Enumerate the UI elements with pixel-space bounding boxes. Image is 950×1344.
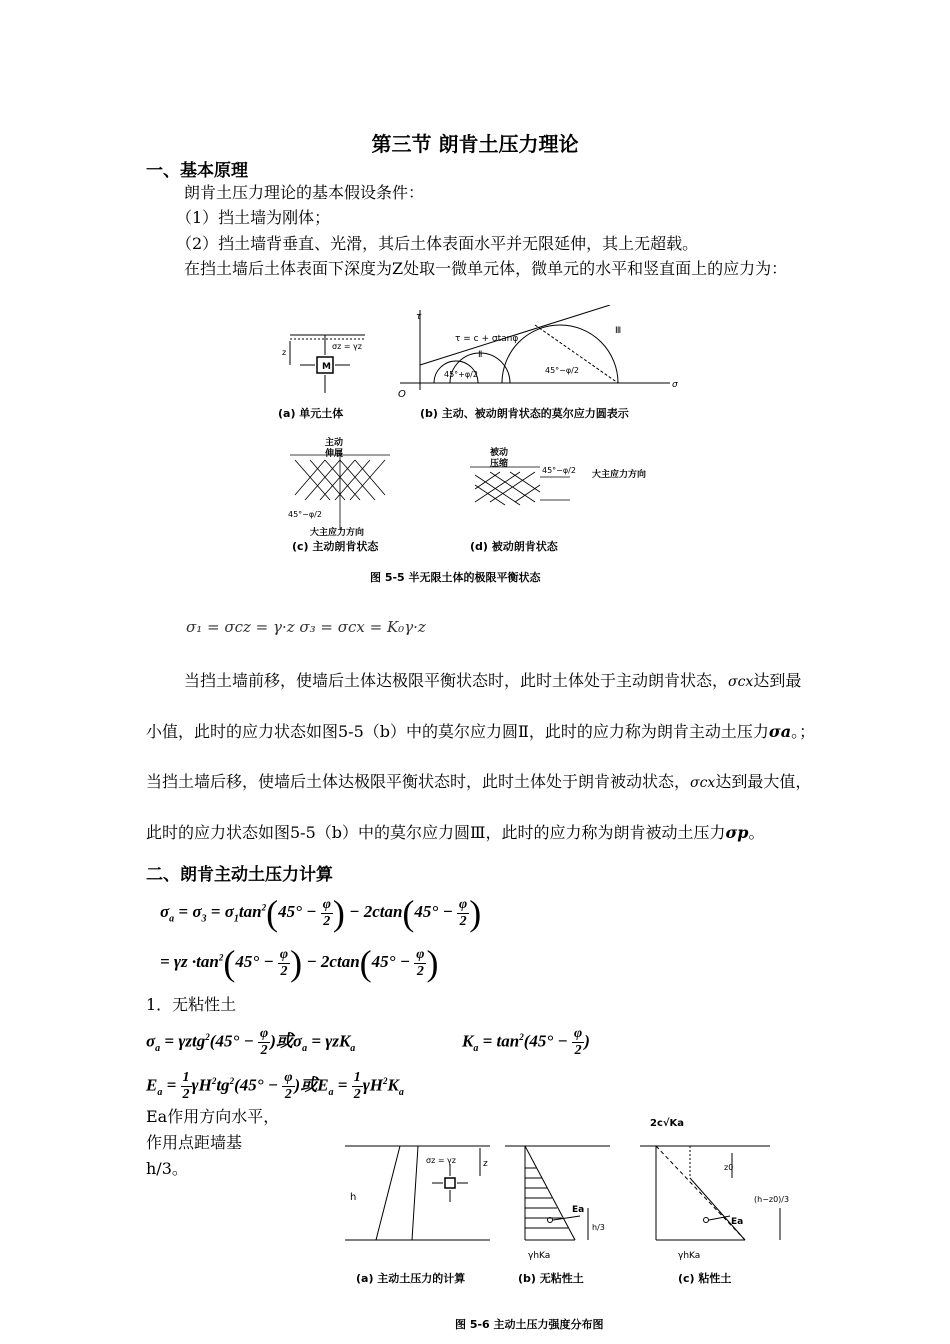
fig56c-base: γhKa	[678, 1251, 701, 1261]
para2-a: 当挡土墙前移，使墙后土体达极限平衡状态时，此时土体处于主动朗肯状态，	[184, 671, 729, 690]
fig55a-sz: σz = γz	[332, 342, 362, 351]
rankine-para	[146, 656, 816, 858]
fig56a-wall	[345, 1146, 490, 1240]
fig55c-extend-label: 伸展	[325, 449, 344, 459]
fig56-cap-c: (c) 粘性土	[678, 1272, 732, 1285]
fig55-cap-b: (b) 主动、被动朗肯状态的莫尔应力圆表示	[420, 407, 629, 420]
stress-formula: σ₁ = σcz = γ·z σ₃ = σcx = K₀γ·z	[186, 618, 426, 636]
para2-d: 达到最大值，此时的应力状态如图5-5（b）中的莫尔应力圆Ⅲ，此时的应力称为朗肯被动土压力	[146, 772, 812, 842]
fig55b-envelope: τ = c + σtanφ	[455, 334, 519, 344]
formula-sigma-a-2: = $\gamma z \cdot\tan^2(45^\circ$ − $\frac{\varphi}{2}$ ) − 2ctan(45° − $\frac{\varphi}{2}$ )	[160, 943, 439, 983]
item1: 1．无粘性土	[146, 995, 237, 1014]
figure-5-6	[340, 1108, 810, 1338]
ea-position: 作用点距墙基	[146, 1133, 243, 1152]
fig56c-cohesive	[640, 1146, 780, 1240]
fig55d-compress-label: 压缩	[490, 459, 509, 469]
fig56c-hz0: (h−z0)/3	[754, 1195, 790, 1204]
figure-5-5	[270, 305, 690, 590]
fig55b-angle: 45°−φ/2	[545, 366, 579, 375]
fig56a-h: h	[350, 1192, 357, 1203]
para2-e: 。	[748, 823, 765, 842]
fig55c-active-label: 主动	[325, 438, 344, 448]
intro-text: 朗肯土压力理论的基本假设条件：	[184, 183, 425, 202]
ea-direction: Ea作用方向水平，	[146, 1107, 280, 1126]
fig55d-angle: 45°−φ/2	[542, 466, 576, 475]
section2-heading: 二、朗肯主动土压力计算	[146, 865, 333, 885]
fig56c-z0: z0	[724, 1163, 734, 1172]
svg-text:M: M	[322, 362, 331, 372]
fig55-caption: 图 5-5 半无限土体的极限平衡状态	[370, 571, 541, 584]
fig56-cap-a: (a) 主动土压力的计算	[356, 1272, 466, 1285]
condition-1: （1）挡土墙为刚体；	[176, 208, 331, 227]
formula-sigma-a-ka: $\sigma_a = \gamma ztg^2(45^\circ$ − $\frac{\varphi}{2}$ )或$\sigma_a = \gamma zK_a$	[146, 1026, 356, 1058]
sym-sigma-a: σa	[768, 722, 792, 741]
ea-h3: h/3。	[146, 1159, 188, 1178]
section1-heading: 一、基本原理	[146, 161, 248, 181]
fig55c-angle: 45°−φ/2	[288, 510, 322, 519]
para2-b: 达到最小值，此时的应力状态如图5-5（b）中的莫尔应力圆Ⅱ，此时的应力称为朗肯主动土压力	[146, 671, 802, 741]
svg-text:σ: σ	[672, 380, 678, 390]
formula-ka: $K_a = \tan^2(45^\circ$ − $\frac{\varphi}{2}$ )	[462, 1026, 590, 1058]
fig56b-h3: h/3	[592, 1223, 605, 1232]
fig56c-top: 2c√Ka	[650, 1118, 685, 1129]
formula-sigma-a-1: $\sigma_a = \sigma_3 = \sigma_1\tan^2(45^\circ$ − $\frac{\varphi}{2}$ ) − 2ctan(45° − $\frac{\varphi}{2}$ )	[160, 893, 482, 933]
svg-text:O: O	[398, 389, 406, 400]
fig56-cap-b: (b) 无粘性土	[518, 1272, 584, 1285]
svg-text:τ: τ	[416, 312, 422, 322]
fig55c-dir: 大主应力方向	[310, 528, 365, 538]
sym-sigma-cx-2: σcx	[690, 775, 716, 791]
svg-text:z: z	[282, 348, 287, 357]
fig55b-angle-plus: 45°+φ/2	[444, 370, 478, 379]
sym-sigma-p: σp	[725, 823, 749, 842]
fig56a-z: z	[483, 1159, 488, 1169]
fig56c-ea: Ea	[731, 1217, 744, 1227]
fig55d-passive-label: 被动	[490, 448, 509, 458]
fig55-cap-c: (c) 主动朗肯状态	[292, 540, 379, 553]
fig55-cap-a: (a) 单元土体	[278, 407, 344, 420]
fig56b-base: γhKa	[528, 1251, 551, 1261]
fig55b-roman2: Ⅱ	[478, 350, 483, 360]
sym-sigma-cx-1: σcx	[728, 674, 754, 690]
para2-c: 。；当挡土墙后移，使墙后土体达极限平衡状态时，此时土体处于朗肯被动状态，	[146, 722, 816, 791]
fig56a-sz: σz = γz	[426, 1156, 456, 1165]
fig55b-roman3: Ⅲ	[615, 326, 622, 336]
formula-ea: $E_a$ = $\frac{1}{2}$ $\gamma H^2tg^2(45^\circ$ − $\frac{\varphi}{2}$ )或$E_a$ = $\frac{1}{2}$ $\gamma H^2K_a$	[146, 1070, 404, 1102]
fig55-cap-d: (d) 被动朗肯状态	[470, 540, 558, 553]
condition-2: （2）挡土墙背垂直、光滑，其后土体表面水平并无限延伸，其上无超载。	[176, 234, 699, 253]
fig55b-mohr	[400, 305, 670, 390]
page-title: 第三节 朗肯土压力理论	[371, 132, 579, 156]
element-para: 在挡土墙后土体表面下深度为Z处取一微单元体，微单元的水平和竖直面上的应力为：	[184, 259, 788, 278]
fig56-caption: 图 5-6 主动土压力强度分布图	[455, 1318, 604, 1331]
fig56b-ea: Ea	[572, 1205, 585, 1215]
fig55d-dir: 大主应力方向	[592, 470, 647, 480]
